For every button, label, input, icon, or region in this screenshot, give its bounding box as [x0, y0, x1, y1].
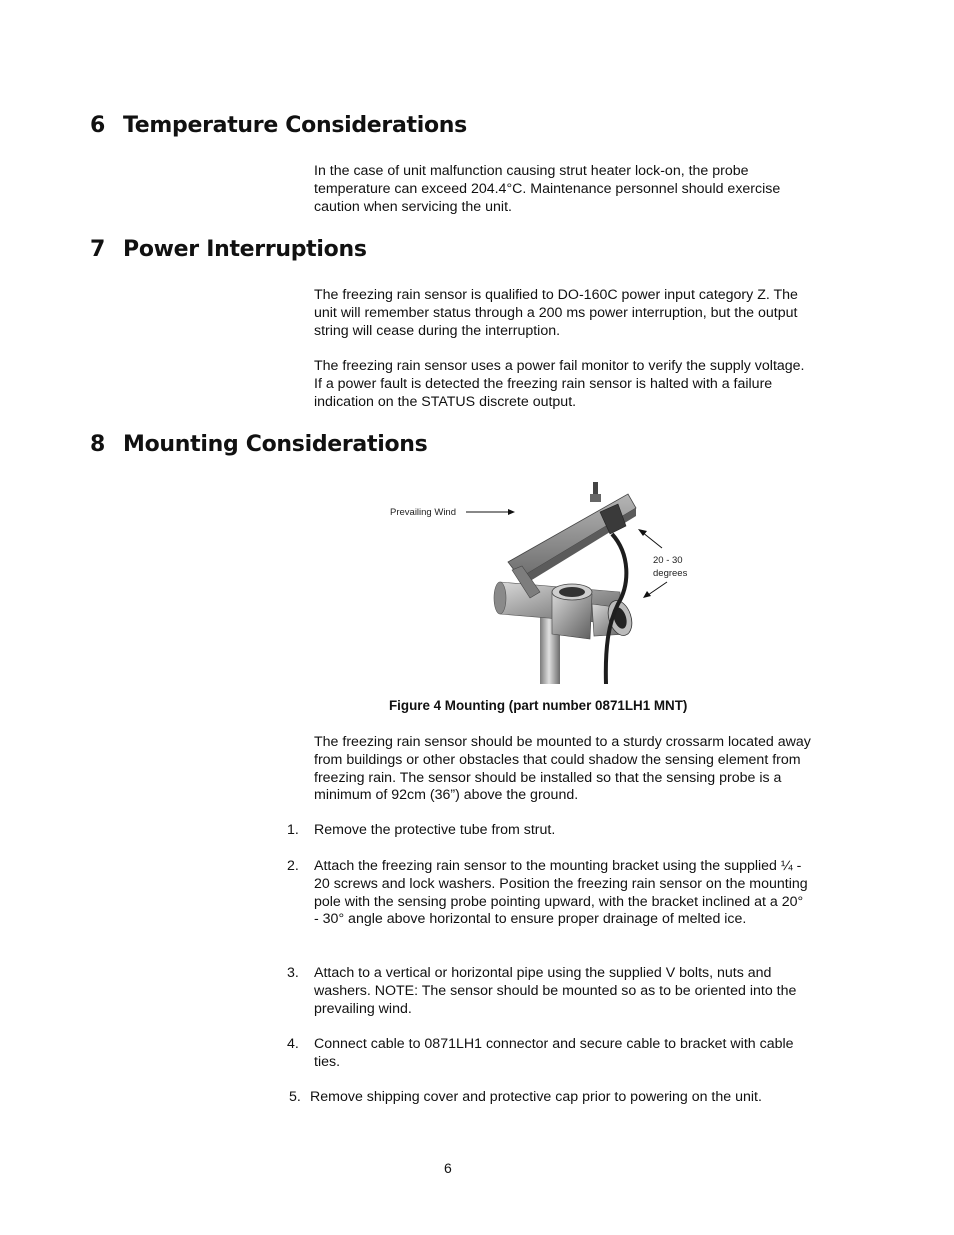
list-item-text: Remove the protective tube from strut. — [314, 822, 556, 838]
angle-label-line2: degrees — [653, 568, 688, 579]
section-heading-power — [90, 237, 367, 262]
list-item-number: 4. — [287, 1036, 299, 1052]
list-item-number: 5. — [289, 1089, 301, 1105]
wind-label: Prevailing Wind — [390, 507, 456, 518]
list-item-number: 2. — [287, 858, 299, 874]
figure-caption-text: Figure 4 Mounting (part number 0871LH1 MNT) — [389, 698, 688, 713]
section-heading-mounting — [90, 432, 427, 457]
temperature-paragraph: In the case of unit malfunction causing strut heater lock-on, the probe temperature can exceed 204.4°C. Maintenance personnel should exercise caution when servicing the unit. — [314, 163, 781, 215]
section-heading-temperature — [90, 113, 467, 138]
section-title: Mounting Considerations — [123, 432, 428, 457]
list-item-text: Connect cable to 0871LH1 connector and secure cable to bracket with cable ties. — [314, 1036, 794, 1070]
section-title: Power Interruptions — [123, 237, 367, 262]
section-title: Temperature Considerations — [123, 113, 467, 138]
list-item-number: 3. — [287, 965, 299, 981]
section-number: 8 — [90, 432, 106, 457]
power-paragraph-1: The freezing rain sensor is qualified to DO-160C power input category Z. The unit will remember status through a 200 ms power interruption, but the output string will cease during the interruption. — [314, 287, 798, 339]
list-item-text: Attach the freezing rain sensor to the mounting bracket using the supplied ¼ - 20 screws and lock washers. Position the freezing rain sensor on the mounting pole with the sensing probe pointing upward, with the bracket inclined at a 20° - 30° angle above horizontal to ensure proper drainage of melted ice. — [314, 858, 808, 928]
section-number: 7 — [90, 237, 106, 262]
list-item-number: 1. — [287, 822, 299, 838]
mounting-paragraph: The freezing rain sensor should be mounted to a sturdy crossarm located away from buildings or other obstacles that could shadow the sensing element from freezing rain. The sensor should be installed so that the sensing probe is a minimum of 92cm (36”) above the ground. — [314, 734, 811, 804]
angle-label-line1: 20 - 30 — [653, 555, 683, 566]
mounting-photo — [380, 474, 710, 684]
page-number: 6 — [444, 1160, 452, 1176]
power-paragraph-2: The freezing rain sensor uses a power fail monitor to verify the supply voltage. If a power fault is detected the freezing rain sensor is halted with a failure indication on the STATUS discrete output. — [314, 358, 805, 410]
list-item-text: Attach to a vertical or horizontal pipe using the supplied V bolts, nuts and washers. NOTE: The sensor should be mounted so as to be oriented into the prevailing wind. — [314, 965, 797, 1017]
section-number: 6 — [90, 113, 106, 138]
list-item-text: Remove shipping cover and protective cap prior to powering on the unit. — [310, 1089, 762, 1105]
